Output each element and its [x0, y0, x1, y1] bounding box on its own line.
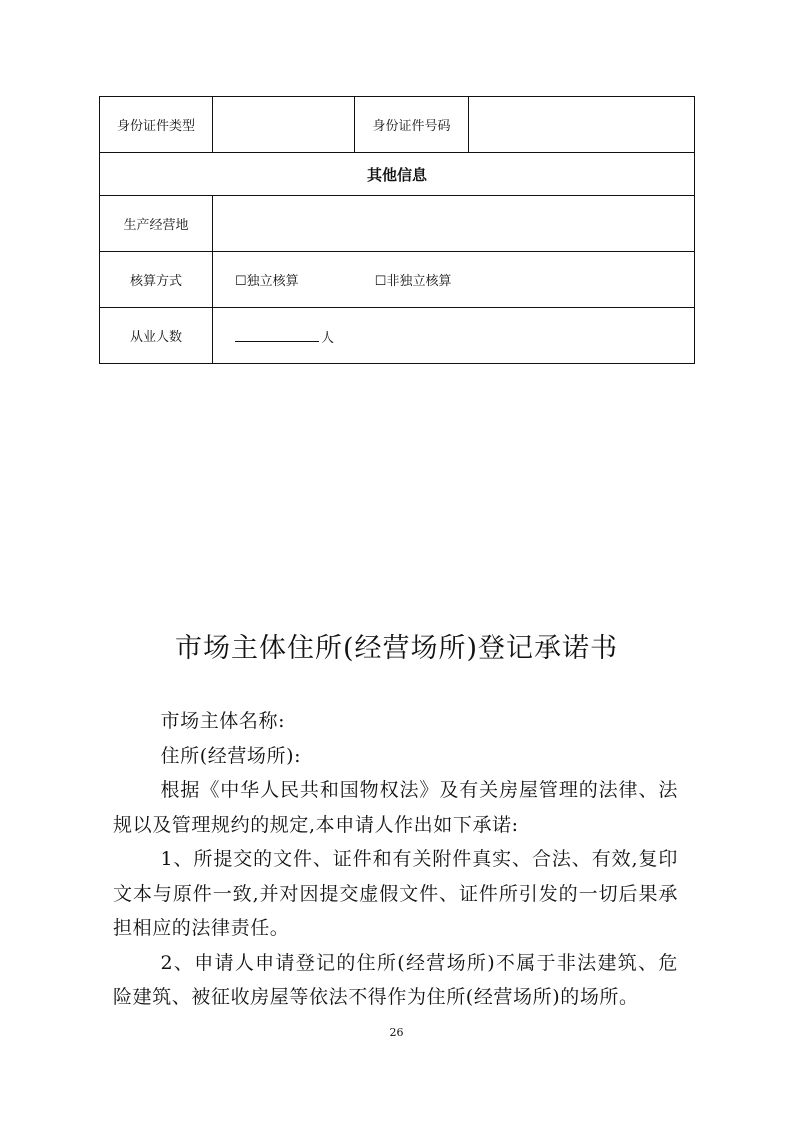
entity-name-label: 市场主体名称:	[160, 710, 286, 732]
accounting-options	[213, 252, 695, 308]
pledge-body	[113, 704, 678, 1015]
accounting-method-label: 核算方式	[100, 252, 213, 308]
section-title-other-info: 其他信息	[100, 153, 695, 196]
page-number: 26	[389, 1026, 404, 1039]
id-type-label: 身份证件类型	[100, 97, 213, 153]
pledge-intro-paragraph: 根据《中华人民共和国物权法》及有关房屋管理的法律、法规以及管理规约的规定,本申请人作出如下承诺:	[113, 779, 678, 836]
id-row	[100, 97, 695, 153]
id-type-field[interactable]	[213, 97, 355, 153]
employee-count-blank[interactable]	[235, 326, 319, 342]
checkbox-independent-accounting[interactable]: ☐独立核算	[235, 274, 299, 289]
pledge-item-2: 2、申请人申请登记的住所(经营场所)不属于非法建筑、危险建筑、被征收房屋等依法不得作为住所(经营场所)的场所。	[113, 951, 678, 1008]
employee-count-cell	[213, 308, 695, 364]
address-row	[100, 196, 695, 252]
id-number-field[interactable]	[469, 97, 695, 153]
checkbox-non-independent-accounting[interactable]: ☐非独立核算	[374, 274, 452, 289]
address-label: 住所(经营场所):	[160, 744, 302, 767]
employees-row	[100, 308, 695, 364]
section-row	[100, 153, 695, 196]
pledge-title: 市场主体住所(经营场所)登记承诺书	[174, 633, 619, 664]
registration-form-table	[99, 96, 695, 364]
id-number-label: 身份证件号码	[355, 97, 469, 153]
employee-count-unit: 人	[321, 330, 335, 346]
pledge-item-1: 1、所提交的文件、证件和有关附件真实、合法、有效,复印文本与原件一致,并对因提交虚假文件、证件所引发的一切后果承担相应的法律责任。	[113, 848, 678, 939]
business-address-label: 生产经营地	[100, 196, 213, 252]
accounting-row	[100, 252, 695, 308]
employee-count-label: 从业人数	[100, 308, 213, 364]
business-address-field[interactable]	[213, 196, 695, 252]
